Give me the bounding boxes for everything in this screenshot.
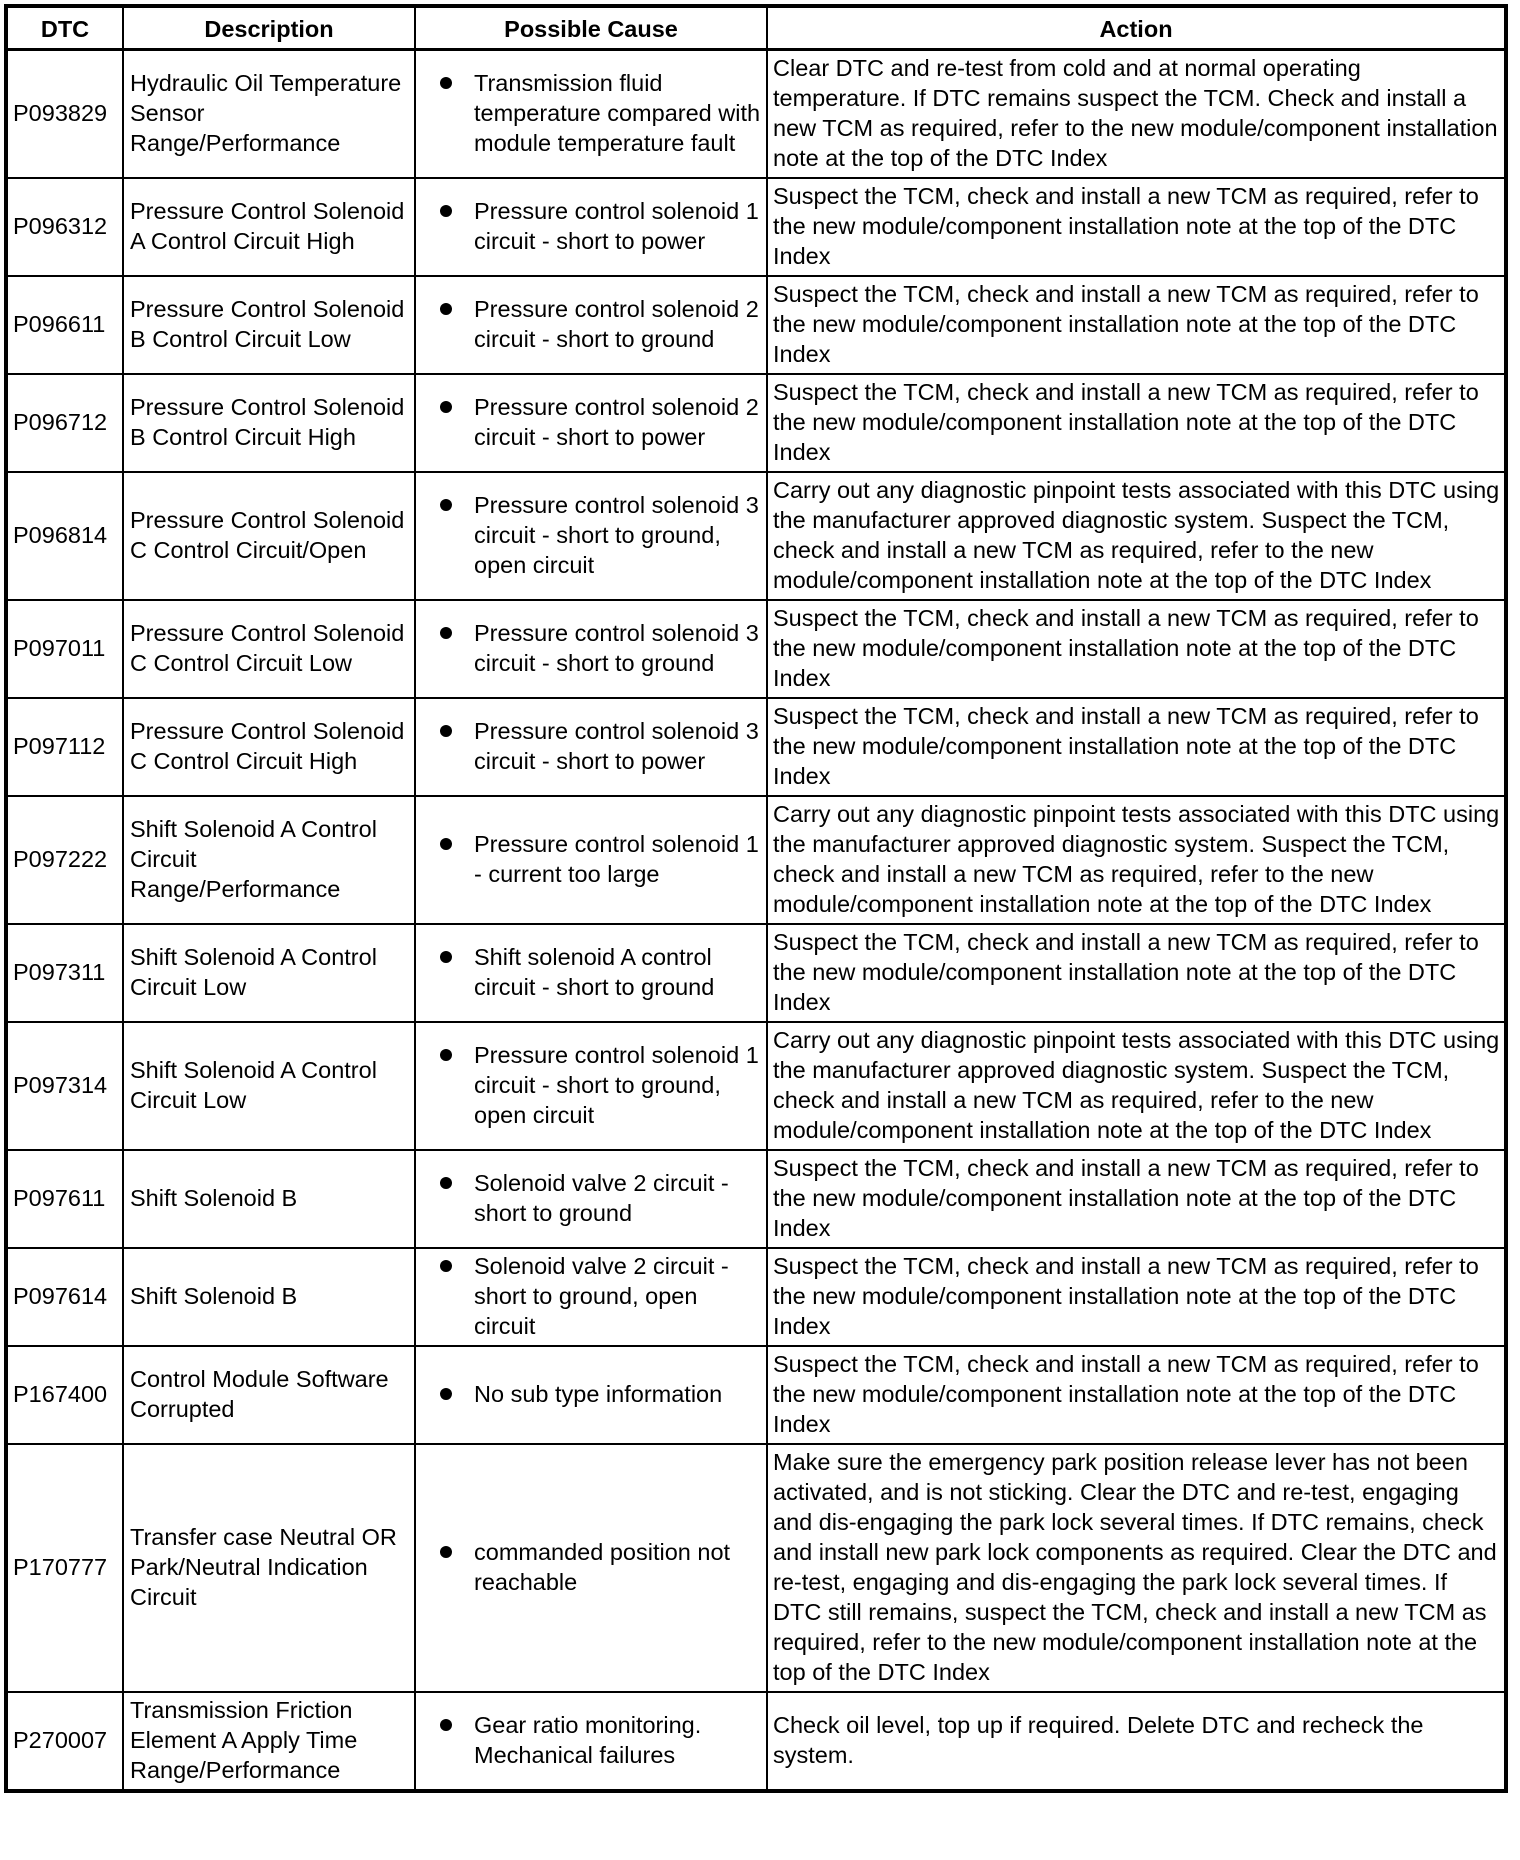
possible-cause-cell xyxy=(415,600,767,698)
cause-item xyxy=(440,1537,762,1597)
action-text: Carry out any diagnostic pinpoint tests associated with this DTC using the manufacturer approved diagnostic system. Suspect the TCM, check and install a new TCM as required, refer to the new module/component installation note at the top of the DTC Index xyxy=(767,472,1506,600)
dtc-code: P170777 xyxy=(6,1444,123,1692)
dtc-description: Pressure Control Solenoid B Control Circuit High xyxy=(123,374,415,472)
header-possible-cause: Possible Cause xyxy=(415,6,767,50)
cause-item xyxy=(440,1251,762,1341)
possible-cause-cell xyxy=(415,1248,767,1346)
cause-text: Solenoid valve 2 circuit - short to ground, open circuit xyxy=(474,1253,729,1339)
dtc-code: P096712 xyxy=(6,374,123,472)
bullet-icon xyxy=(440,303,452,315)
table-row xyxy=(6,1692,1506,1791)
cause-list xyxy=(440,1710,762,1770)
dtc-code: P097311 xyxy=(6,924,123,1022)
dtc-description: Transmission Friction Element A Apply Time Range/Performance xyxy=(123,1692,415,1791)
cause-item xyxy=(440,196,762,256)
action-text: Suspect the TCM, check and install a new TCM as required, refer to the new module/component installation note at the top of the DTC Index xyxy=(767,1248,1506,1346)
cause-list xyxy=(440,618,762,678)
cause-text: Pressure control solenoid 3 circuit - short to power xyxy=(474,718,759,774)
bullet-icon xyxy=(440,627,452,639)
cause-list xyxy=(440,942,762,1002)
cause-item xyxy=(440,942,762,1002)
cause-item xyxy=(440,1710,762,1770)
dtc-code: P167400 xyxy=(6,1346,123,1444)
dtc-code: P097112 xyxy=(6,698,123,796)
action-text: Suspect the TCM, check and install a new TCM as required, refer to the new module/component installation note at the top of the DTC Index xyxy=(767,374,1506,472)
bullet-icon xyxy=(440,401,452,413)
action-text: Suspect the TCM, check and install a new TCM as required, refer to the new module/component installation note at the top of the DTC Index xyxy=(767,698,1506,796)
cause-item xyxy=(440,618,762,678)
cause-text: commanded position not reachable xyxy=(474,1539,731,1595)
action-text: Suspect the TCM, check and install a new TCM as required, refer to the new module/component installation note at the top of the DTC Index xyxy=(767,178,1506,276)
dtc-code: P097011 xyxy=(6,600,123,698)
table-row xyxy=(6,1444,1506,1692)
cause-item xyxy=(440,490,762,580)
cause-text: Pressure control solenoid 2 circuit - short to power xyxy=(474,394,759,450)
bullet-icon xyxy=(440,725,452,737)
cause-text: Pressure control solenoid 3 circuit - short to ground xyxy=(474,620,759,676)
cause-list xyxy=(440,490,762,580)
cause-item xyxy=(440,829,762,889)
possible-cause-cell xyxy=(415,1692,767,1791)
cause-text: Shift solenoid A control circuit - short to ground xyxy=(474,944,715,1000)
header-description: Description xyxy=(123,6,415,50)
dtc-description: Pressure Control Solenoid C Control Circuit High xyxy=(123,698,415,796)
cause-text: Pressure control solenoid 3 circuit - short to ground, open circuit xyxy=(474,492,759,578)
action-text: Make sure the emergency park position release lever has not been activated, and is not sticking. Clear the DTC and re-test, engaging and dis-engaging the park lock several times. If DTC remains, check and install new park lock components as required. Clear the DTC and re-test, engaging and dis-engaging the park lock several times. If DTC still remains, suspect the TCM, check and install a new TCM as required, refer to the new module/component installation note at the top of the DTC Index xyxy=(767,1444,1506,1692)
table-row xyxy=(6,178,1506,276)
cause-text: No sub type information xyxy=(474,1381,723,1407)
dtc-description: Control Module Software Corrupted xyxy=(123,1346,415,1444)
dtc-description: Shift Solenoid A Control Circuit Range/Performance xyxy=(123,796,415,924)
cause-list xyxy=(440,68,762,158)
cause-text: Pressure control solenoid 1 circuit - short to power xyxy=(474,198,759,254)
table-row xyxy=(6,796,1506,924)
action-text: Carry out any diagnostic pinpoint tests associated with this DTC using the manufacturer approved diagnostic system. Suspect the TCM, check and install a new TCM as required, refer to the new module/component installation note at the top of the DTC Index xyxy=(767,1022,1506,1150)
dtc-code: P097222 xyxy=(6,796,123,924)
bullet-icon xyxy=(440,1546,452,1558)
dtc-code: P097611 xyxy=(6,1150,123,1248)
dtc-description: Shift Solenoid B xyxy=(123,1150,415,1248)
possible-cause-cell xyxy=(415,276,767,374)
table-row xyxy=(6,600,1506,698)
cause-text: Solenoid valve 2 circuit - short to ground xyxy=(474,1170,729,1226)
dtc-description: Transfer case Neutral OR Park/Neutral Indication Circuit xyxy=(123,1444,415,1692)
bullet-icon xyxy=(440,1177,452,1189)
possible-cause-cell xyxy=(415,698,767,796)
cause-list xyxy=(440,1251,762,1341)
cause-item xyxy=(440,1168,762,1228)
possible-cause-cell xyxy=(415,1150,767,1248)
cause-list xyxy=(440,716,762,776)
dtc-code: P097314 xyxy=(6,1022,123,1150)
cause-text: Transmission fluid temperature compared with module temperature fault xyxy=(474,70,761,156)
cause-list xyxy=(440,1040,762,1130)
bullet-icon xyxy=(440,77,452,89)
action-text: Check oil level, top up if required. Delete DTC and recheck the system. xyxy=(767,1692,1506,1791)
dtc-description: Pressure Control Solenoid C Control Circuit Low xyxy=(123,600,415,698)
cause-item xyxy=(440,392,762,452)
cause-item xyxy=(440,1379,762,1409)
action-text: Suspect the TCM, check and install a new TCM as required, refer to the new module/component installation note at the top of the DTC Index xyxy=(767,1150,1506,1248)
cause-list xyxy=(440,196,762,256)
table-body xyxy=(6,50,1506,1792)
table-row xyxy=(6,472,1506,600)
dtc-code: P097614 xyxy=(6,1248,123,1346)
dtc-code: P096814 xyxy=(6,472,123,600)
action-text: Suspect the TCM, check and install a new TCM as required, refer to the new module/component installation note at the top of the DTC Index xyxy=(767,600,1506,698)
action-text: Suspect the TCM, check and install a new TCM as required, refer to the new module/component installation note at the top of the DTC Index xyxy=(767,276,1506,374)
cause-item xyxy=(440,1040,762,1130)
action-text: Suspect the TCM, check and install a new TCM as required, refer to the new module/component installation note at the top of the DTC Index xyxy=(767,1346,1506,1444)
table-row xyxy=(6,1150,1506,1248)
dtc-code: P096611 xyxy=(6,276,123,374)
table-row xyxy=(6,924,1506,1022)
cause-list xyxy=(440,1537,762,1597)
bullet-icon xyxy=(440,838,452,850)
bullet-icon xyxy=(440,1260,452,1272)
possible-cause-cell xyxy=(415,472,767,600)
table-row xyxy=(6,1248,1506,1346)
dtc-description: Hydraulic Oil Temperature Sensor Range/Performance xyxy=(123,50,415,179)
table-row xyxy=(6,374,1506,472)
dtc-code: P270007 xyxy=(6,1692,123,1791)
cause-item xyxy=(440,294,762,354)
table-row xyxy=(6,50,1506,179)
dtc-code: P096312 xyxy=(6,178,123,276)
cause-item xyxy=(440,68,762,158)
cause-text: Gear ratio monitoring. Mechanical failures xyxy=(474,1712,702,1768)
table-row xyxy=(6,1022,1506,1150)
possible-cause-cell xyxy=(415,796,767,924)
action-text: Clear DTC and re-test from cold and at normal operating temperature. If DTC remains suspect the TCM. Check and install a new TCM as required, refer to the new module/component installation note at the top of the DTC Index xyxy=(767,50,1506,179)
cause-text: Pressure control solenoid 2 circuit - short to ground xyxy=(474,296,759,352)
bullet-icon xyxy=(440,1719,452,1731)
bullet-icon xyxy=(440,1049,452,1061)
table-row xyxy=(6,1346,1506,1444)
cause-list xyxy=(440,1379,762,1409)
action-text: Carry out any diagnostic pinpoint tests associated with this DTC using the manufacturer approved diagnostic system. Suspect the TCM, check and install a new TCM as required, refer to the new module/component installation note at the top of the DTC Index xyxy=(767,796,1506,924)
cause-list xyxy=(440,1168,762,1228)
possible-cause-cell xyxy=(415,374,767,472)
possible-cause-cell xyxy=(415,50,767,179)
possible-cause-cell xyxy=(415,1346,767,1444)
table-row xyxy=(6,276,1506,374)
bullet-icon xyxy=(440,499,452,511)
dtc-description: Pressure Control Solenoid B Control Circuit Low xyxy=(123,276,415,374)
header-action: Action xyxy=(767,6,1506,50)
possible-cause-cell xyxy=(415,924,767,1022)
bullet-icon xyxy=(440,205,452,217)
dtc-description: Pressure Control Solenoid A Control Circuit High xyxy=(123,178,415,276)
cause-list xyxy=(440,294,762,354)
cause-item xyxy=(440,716,762,776)
dtc-description: Shift Solenoid B xyxy=(123,1248,415,1346)
cause-list xyxy=(440,829,762,889)
header-row xyxy=(6,6,1506,50)
bullet-icon xyxy=(440,1388,452,1400)
bullet-icon xyxy=(440,951,452,963)
cause-text: Pressure control solenoid 1 circuit - short to ground, open circuit xyxy=(474,1042,759,1128)
dtc-description: Shift Solenoid A Control Circuit Low xyxy=(123,924,415,1022)
dtc-description: Shift Solenoid A Control Circuit Low xyxy=(123,1022,415,1150)
cause-list xyxy=(440,392,762,452)
cause-text: Pressure control solenoid 1 - current too large xyxy=(474,831,759,887)
possible-cause-cell xyxy=(415,1022,767,1150)
action-text: Suspect the TCM, check and install a new TCM as required, refer to the new module/component installation note at the top of the DTC Index xyxy=(767,924,1506,1022)
header-dtc: DTC xyxy=(6,6,123,50)
possible-cause-cell xyxy=(415,178,767,276)
table-row xyxy=(6,698,1506,796)
dtc-description: Pressure Control Solenoid C Control Circuit/Open xyxy=(123,472,415,600)
dtc-code: P093829 xyxy=(6,50,123,179)
possible-cause-cell xyxy=(415,1444,767,1692)
dtc-table xyxy=(4,4,1508,1793)
